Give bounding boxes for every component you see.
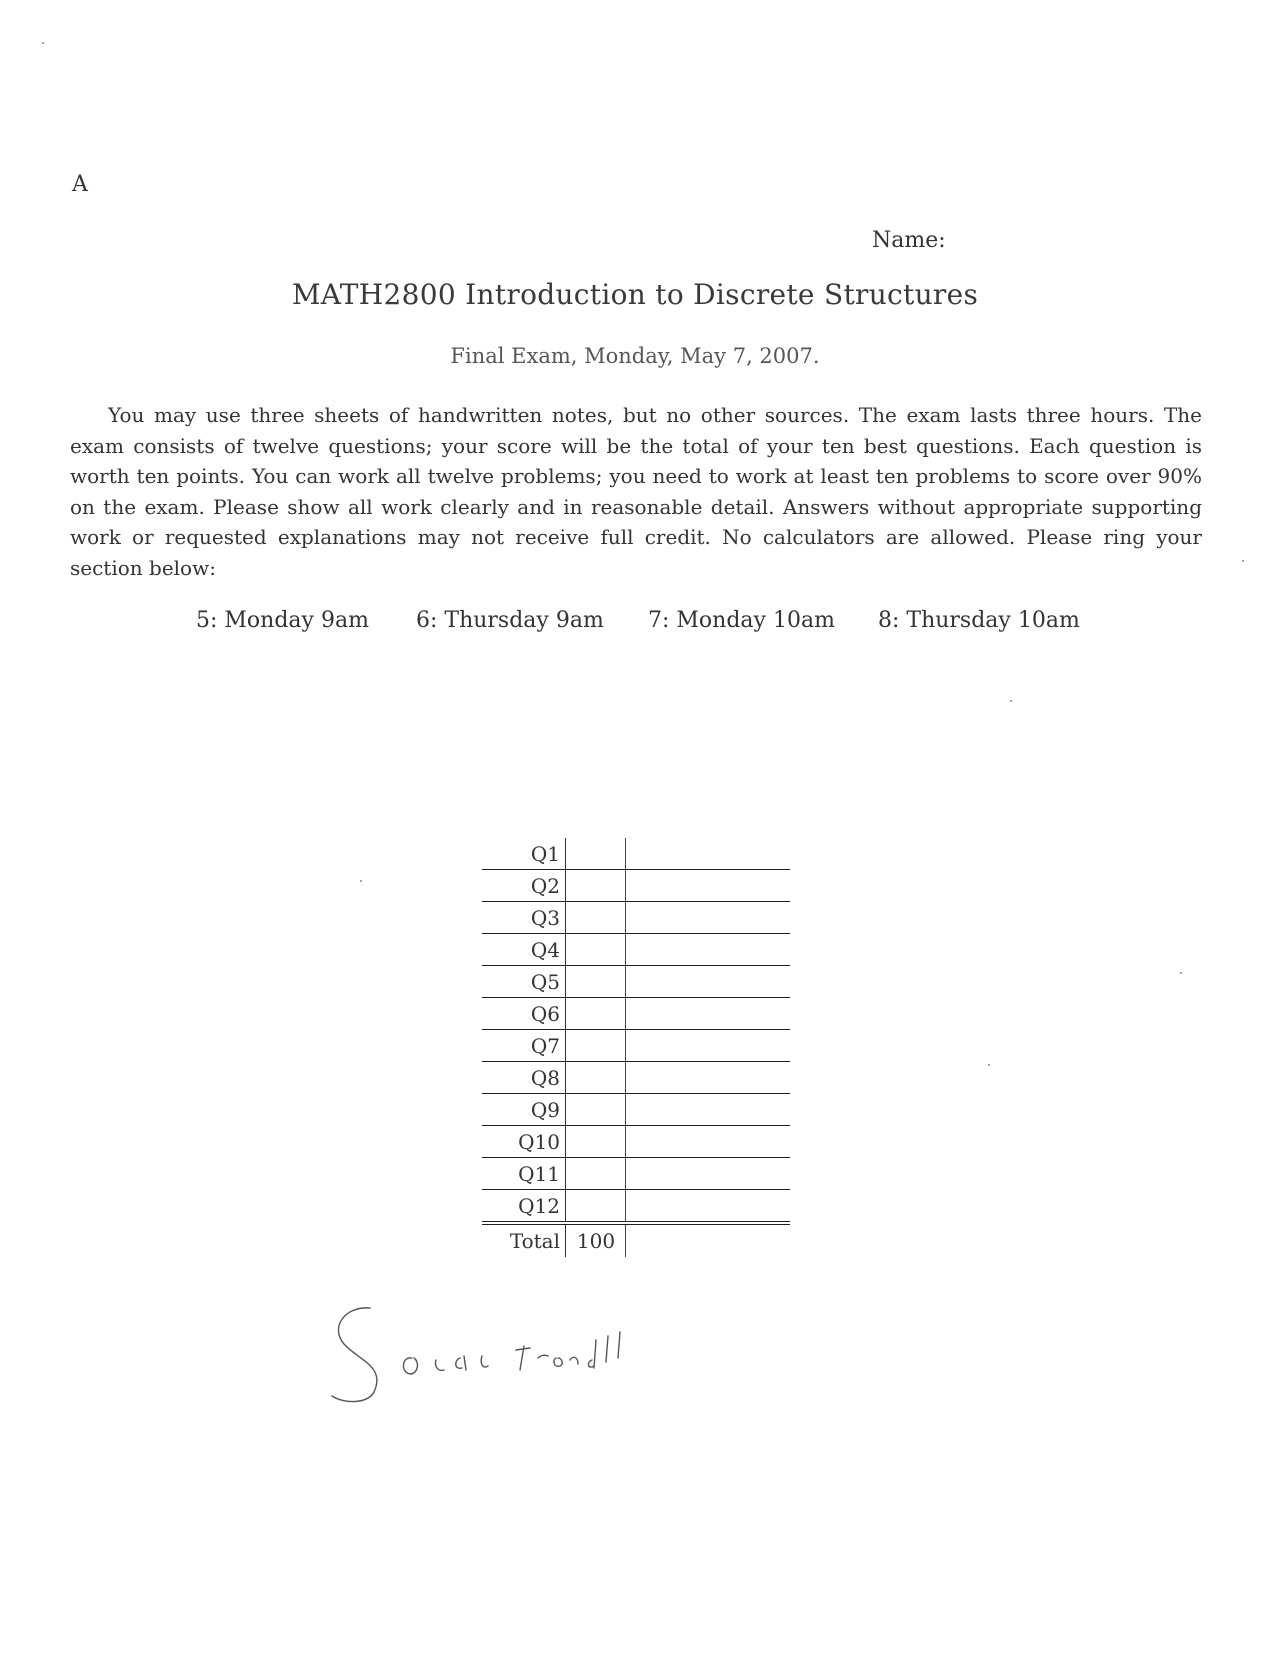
score-row-q2 — [482, 870, 790, 902]
score-row-q6 — [482, 998, 790, 1030]
score-row-q8 — [482, 1062, 790, 1094]
scan-speck — [988, 1064, 990, 1066]
score-row-q10 — [482, 1126, 790, 1158]
score-row-total — [482, 1225, 790, 1257]
score-column-divider — [625, 998, 626, 1029]
question-label: Q12 — [518, 1194, 560, 1218]
section-option-6: 6: Thursday 9am — [416, 608, 604, 633]
question-label: Q5 — [530, 970, 560, 994]
score-column-divider — [625, 1062, 626, 1093]
section-option-8: 8: Thursday 10am — [878, 608, 1080, 633]
score-column-divider — [625, 1126, 626, 1157]
score-row-q11 — [482, 1158, 790, 1190]
section-option-7: 7: Monday 10am — [648, 608, 835, 633]
scan-speck — [42, 42, 44, 44]
score-table — [482, 838, 790, 1257]
score-row-q12 — [482, 1190, 790, 1225]
points-column-divider — [565, 1062, 566, 1093]
score-column-divider — [625, 1158, 626, 1189]
score-column-divider — [625, 1094, 626, 1125]
exam-subtitle: Final Exam, Monday, May 7, 2007. — [450, 344, 820, 368]
score-column-divider — [625, 870, 626, 901]
score-row-q7 — [482, 1030, 790, 1062]
points-column-divider — [565, 902, 566, 933]
question-label: Q4 — [530, 938, 560, 962]
score-row-q1 — [482, 838, 790, 870]
question-label: Q9 — [530, 1098, 560, 1122]
score-column-divider — [625, 934, 626, 965]
question-label: Q11 — [518, 1162, 560, 1186]
question-label: Q7 — [530, 1034, 560, 1058]
total-points: 100 — [576, 1229, 616, 1253]
section-option-5: 5: Monday 9am — [196, 608, 369, 633]
question-label: Q3 — [530, 906, 560, 930]
points-column-divider — [565, 998, 566, 1029]
score-column-divider — [625, 1225, 626, 1257]
points-column-divider — [565, 966, 566, 997]
exam-title: MATH2800 Introduction to Discrete Structures — [291, 278, 979, 311]
question-label: Q6 — [530, 1002, 560, 1026]
score-column-divider — [625, 1190, 626, 1221]
exam-version-letter: A — [72, 172, 88, 197]
score-row-q9 — [482, 1094, 790, 1126]
points-column-divider — [565, 870, 566, 901]
score-column-divider — [625, 838, 626, 869]
score-column-divider — [625, 902, 626, 933]
points-column-divider — [565, 1190, 566, 1221]
exam-instructions: You may use three sheets of handwritten notes, but no other sources. The exam lasts three hours. The exam consists of twelve questions; your score will be the total of your ten best questions. Each question is worth ten points. You can work all twelve problems; you need to work at least ten problems to score over 90% on the exam. Please show all work clearly and in reasonable detail. Answers without appropriate supporting work or requested explanations may not receive full credit. No calculators are allowed. Please ring your section below: — [70, 403, 1202, 580]
score-row-q3 — [482, 902, 790, 934]
score-row-q5 — [482, 966, 790, 998]
points-column-divider — [565, 1094, 566, 1125]
signature-text: Sarah Trotti — [330, 1300, 337, 1301]
name-label: Name: — [872, 228, 946, 253]
scan-speck — [1180, 972, 1182, 974]
score-column-divider — [625, 1030, 626, 1061]
points-column-divider — [565, 838, 566, 869]
signature — [330, 1300, 690, 1420]
question-label: Q2 — [530, 874, 560, 898]
points-column-divider — [565, 1158, 566, 1189]
points-column-divider — [565, 934, 566, 965]
points-column-divider — [565, 1030, 566, 1061]
scan-speck — [1242, 560, 1244, 562]
score-row-q4 — [482, 934, 790, 966]
question-label: Q1 — [530, 842, 560, 866]
question-label: Q8 — [530, 1066, 560, 1090]
scan-speck — [1010, 700, 1012, 702]
points-column-divider — [565, 1126, 566, 1157]
points-column-divider — [565, 1225, 566, 1257]
scan-speck — [360, 880, 362, 882]
score-column-divider — [625, 966, 626, 997]
total-label: Total — [509, 1229, 560, 1253]
question-label: Q10 — [518, 1130, 560, 1154]
